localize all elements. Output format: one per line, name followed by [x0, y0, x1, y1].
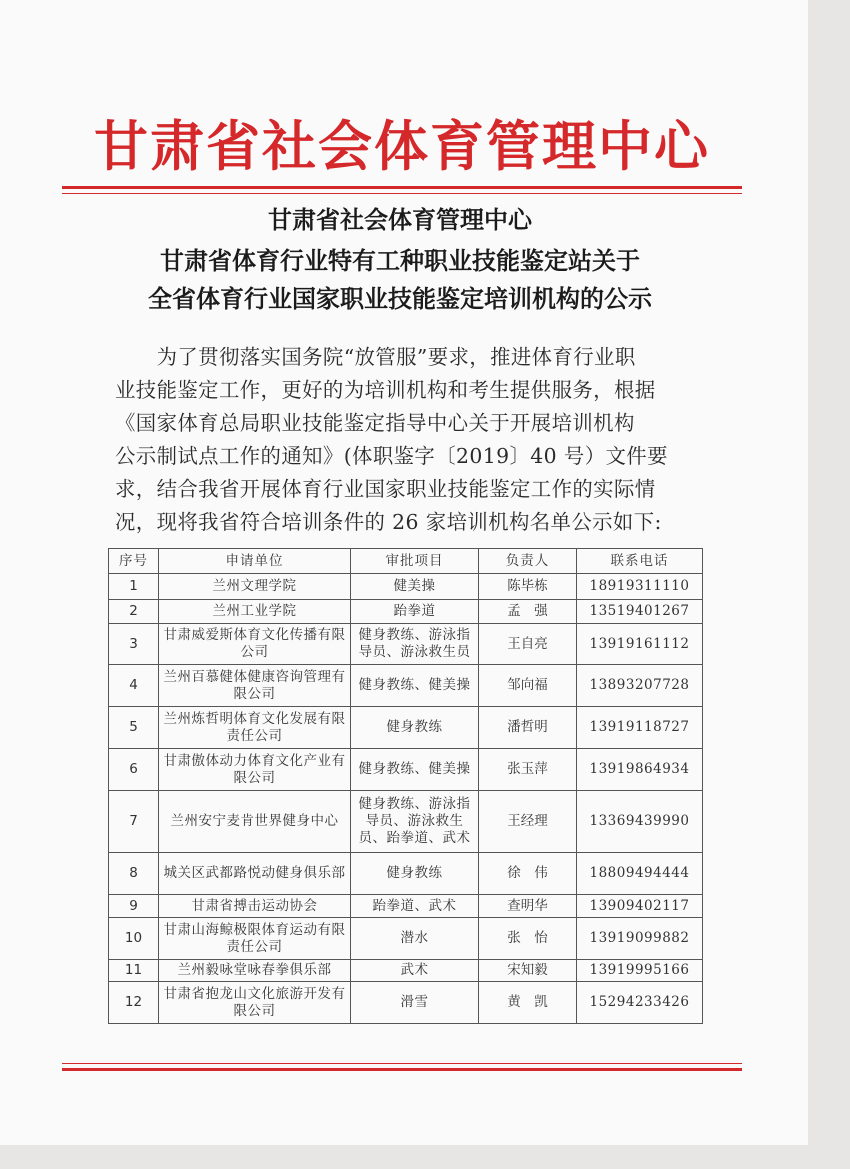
letterhead-rule-thick	[62, 186, 742, 189]
cell-serial: 8	[109, 853, 159, 895]
cell-serial: 12	[109, 982, 159, 1024]
cell-phone: 13519401267	[577, 600, 703, 624]
cell-phone: 13919161112	[577, 624, 703, 665]
cell-phone: 13919995166	[577, 960, 703, 982]
table-row	[109, 791, 703, 853]
cell-applicant: 兰州毅咏堂咏春拳俱乐部	[159, 960, 351, 982]
cell-project: 滑雪	[351, 982, 479, 1024]
cell-project: 潜水	[351, 918, 479, 960]
table-row	[109, 982, 703, 1024]
cell-phone: 13369439990	[577, 791, 703, 853]
cell-serial: 2	[109, 600, 159, 624]
cell-serial: 11	[109, 960, 159, 982]
body-paragraph-line: 况，现将我省符合培训条件的 26 家培训机构名单公示如下:	[115, 510, 662, 534]
cell-applicant: 甘肃威爱斯体育文化传播有限公司	[159, 624, 351, 665]
training-institution-table	[108, 548, 703, 1024]
table-row	[109, 707, 703, 749]
table-row	[109, 960, 703, 982]
cell-project: 跆拳道、武术	[351, 895, 479, 918]
cell-applicant: 甘肃省抱龙山文化旅游开发有限公司	[159, 982, 351, 1024]
cell-leader: 查明华	[479, 895, 577, 918]
table-row	[109, 574, 703, 600]
cell-project: 健美操	[351, 574, 479, 600]
notice-title-line-2: 甘肃省体育行业特有工种职业技能鉴定站关于	[160, 247, 640, 275]
body-paragraph-line: 求，结合我省开展体育行业国家职业技能鉴定工作的实际情	[115, 477, 656, 501]
table-row	[109, 853, 703, 895]
cell-project: 健身教练、游泳指导员、游泳救生员、跆拳道、武术	[351, 791, 479, 853]
cell-serial: 9	[109, 895, 159, 918]
cell-applicant: 甘肃山海鲸极限体育运动有限责任公司	[159, 918, 351, 960]
cell-leader: 孟 强	[479, 600, 577, 624]
cell-phone: 18809494444	[577, 853, 703, 895]
cell-phone: 18919311110	[577, 574, 703, 600]
cell-applicant: 城关区武都路悦动健身俱乐部	[159, 853, 351, 895]
cell-applicant: 兰州文理学院	[159, 574, 351, 600]
header-phone: 联系电话	[577, 549, 703, 574]
header-serial: 序号	[109, 549, 159, 574]
cell-applicant: 兰州工业学院	[159, 600, 351, 624]
body-paragraph-line: 《国家体育总局职业技能鉴定指导中心关于开展培训机构	[115, 411, 635, 435]
cell-leader: 陈毕栋	[479, 574, 577, 600]
cell-leader: 王经理	[479, 791, 577, 853]
cell-leader: 徐 伟	[479, 853, 577, 895]
cell-project: 武术	[351, 960, 479, 982]
cell-project: 健身教练、游泳指导员、游泳救生员	[351, 624, 479, 665]
cell-serial: 1	[109, 574, 159, 600]
table-row	[109, 749, 703, 791]
table-header-row	[109, 549, 703, 574]
cell-project: 跆拳道	[351, 600, 479, 624]
body-paragraph-line: 公示制试点工作的通知》(体职鉴字〔2019〕40 号）文件要	[115, 444, 668, 468]
letterhead-rule-thin	[62, 193, 742, 194]
cell-phone: 13909402117	[577, 895, 703, 918]
notice-title-line-3: 全省体育行业国家职业技能鉴定培训机构的公示	[148, 285, 652, 313]
cell-project: 健身教练	[351, 707, 479, 749]
cell-serial: 7	[109, 791, 159, 853]
cell-applicant: 甘肃傲体动力体育文化产业有限公司	[159, 749, 351, 791]
notice-title-line-1: 甘肃省社会体育管理中心	[268, 206, 532, 234]
cell-phone: 13919099882	[577, 918, 703, 960]
cell-project: 健身教练、健美操	[351, 749, 479, 791]
cell-phone: 15294233426	[577, 982, 703, 1024]
cell-applicant: 兰州安宁麦肯世界健身中心	[159, 791, 351, 853]
footer-rule-thick	[62, 1068, 742, 1071]
header-applicant: 申请单位	[159, 549, 351, 574]
cell-leader: 黄 凯	[479, 982, 577, 1024]
letterhead-title: 甘肃省社会体育管理中心	[94, 114, 710, 178]
cell-serial: 3	[109, 624, 159, 665]
header-leader: 负责人	[479, 549, 577, 574]
cell-applicant: 甘肃省搏击运动协会	[159, 895, 351, 918]
body-paragraph-line: 业技能鉴定工作，更好的为培训机构和考生提供服务，根据	[115, 378, 656, 402]
cell-leader: 张 怡	[479, 918, 577, 960]
footer-rule-thin	[62, 1063, 742, 1064]
cell-project: 健身教练、健美操	[351, 665, 479, 707]
body-paragraph-line: 为了贯彻落实国务院“放管服”要求，推进体育行业职	[115, 345, 636, 369]
cell-applicant: 兰州炼哲明体育文化发展有限责任公司	[159, 707, 351, 749]
table-row	[109, 600, 703, 624]
cell-serial: 4	[109, 665, 159, 707]
table-row	[109, 665, 703, 707]
cell-leader: 宋知毅	[479, 960, 577, 982]
cell-applicant: 兰州百慕健体健康咨询管理有限公司	[159, 665, 351, 707]
cell-leader: 张玉萍	[479, 749, 577, 791]
table-row	[109, 895, 703, 918]
cell-phone: 13919864934	[577, 749, 703, 791]
cell-serial: 10	[109, 918, 159, 960]
table-row	[109, 624, 703, 665]
cell-leader: 潘哲明	[479, 707, 577, 749]
cell-project: 健身教练	[351, 853, 479, 895]
table-row	[109, 918, 703, 960]
cell-leader: 王自亮	[479, 624, 577, 665]
cell-phone: 13919118727	[577, 707, 703, 749]
cell-serial: 5	[109, 707, 159, 749]
cell-phone: 13893207728	[577, 665, 703, 707]
cell-leader: 邹向福	[479, 665, 577, 707]
cell-serial: 6	[109, 749, 159, 791]
header-project: 审批项目	[351, 549, 479, 574]
